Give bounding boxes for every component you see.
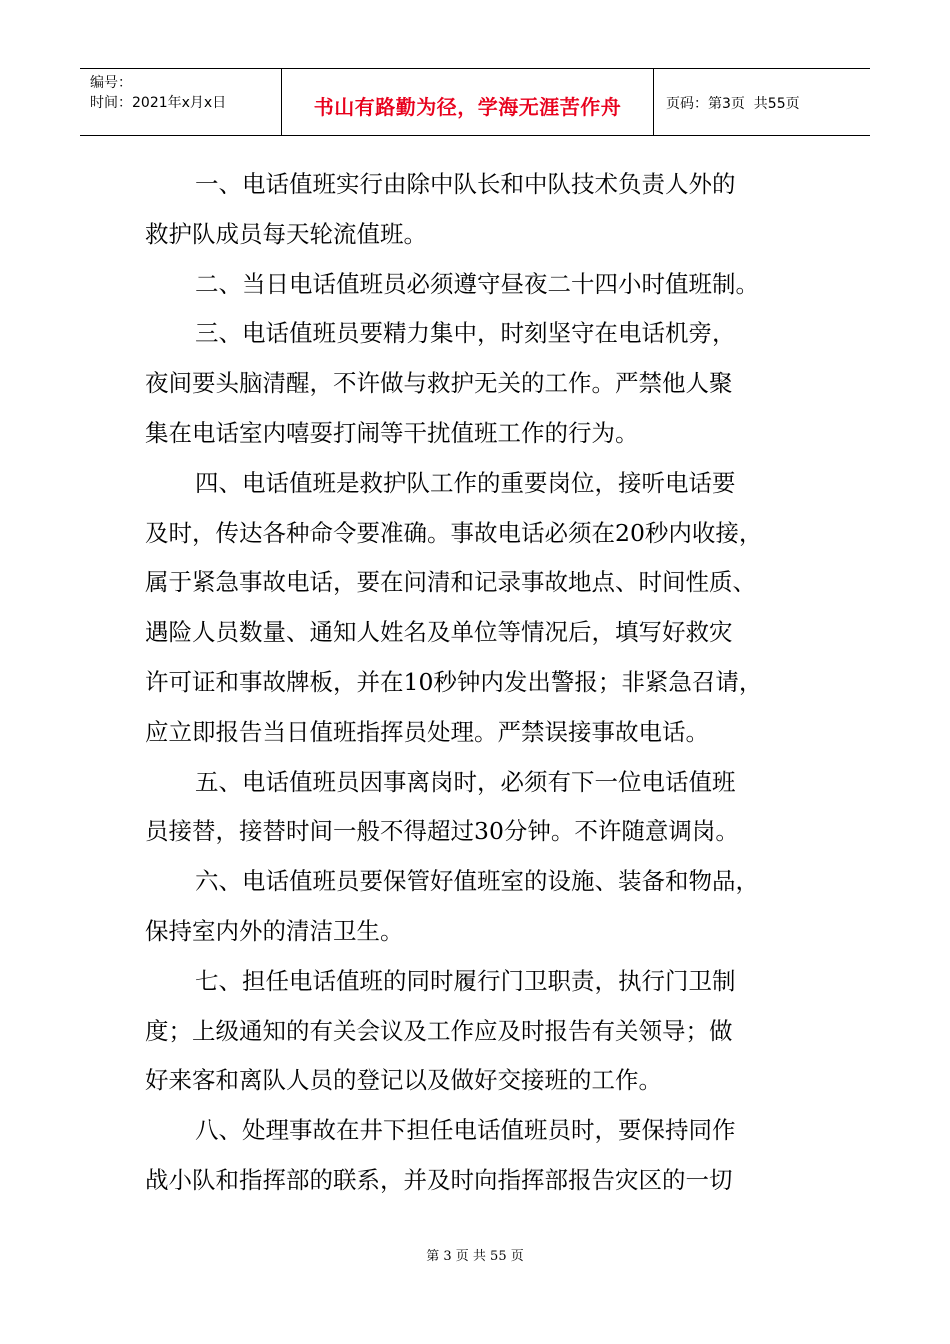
header-page-cell <box>654 69 870 135</box>
number-label: 编号： <box>90 75 132 91</box>
document-body <box>145 160 825 1206</box>
paragraph-line: 战小队和指挥部的联系，并及时向指挥部报告灾区的一切 <box>145 1165 733 1194</box>
paragraph-line: 七、担任电话值班的同时履行门卫职责，执行门卫制 <box>195 966 736 995</box>
paragraph-line: 保持室内外的清洁卫生。 <box>145 916 404 945</box>
document-header <box>80 68 870 136</box>
header-page-info: 页码：第3页 共55页 <box>666 96 800 112</box>
paragraph-line: 员接替，接替时间一般不得超过30分钟。不许随意调岗。 <box>145 817 739 846</box>
paragraph-line: 集在电话室内嘻耍打闹等干扰值班工作的行为。 <box>145 418 639 447</box>
page-footer: 第 3 页 共 55 页 <box>426 1249 524 1264</box>
paragraph-line: 六、电话值班员要保管好值班室的设施、装备和物品， <box>195 867 759 896</box>
header-meta-cell <box>80 69 282 135</box>
paragraph-line: 许可证和事故牌板，并在10秒钟内发出警报；非紧急召请， <box>145 667 763 696</box>
paragraph-line: 八、处理事故在井下担任电话值班员时，要保持同作 <box>195 1116 736 1145</box>
paragraph-line: 度；上级通知的有关会议及工作应及时报告有关领导；做 <box>145 1016 733 1045</box>
paragraph-line: 二、当日电话值班员必须遵守昼夜二十四小时值班制。 <box>195 269 759 298</box>
paragraph-line: 三、电话值班员要精力集中，时刻坚守在电话机旁， <box>195 319 736 348</box>
paragraph-line: 四、电话值班是救护队工作的重要岗位，接听电话要 <box>195 468 736 497</box>
paragraph-line: 属于紧急事故电话，要在问清和记录事故地点、时间性质、 <box>145 568 756 597</box>
paragraph-line: 及时，传达各种命令要准确。事故电话必须在20秒内收接， <box>145 518 763 547</box>
header-motto-cell <box>282 69 654 135</box>
paragraph-line: 遇险人员数量、通知人姓名及单位等情况后，填写好救灾 <box>145 618 733 647</box>
paragraph-line: 好来客和离队人员的登记以及做好交接班的工作。 <box>145 1066 662 1095</box>
paragraph-line: 五、电话值班员因事离岗时，必须有下一位电话值班 <box>195 767 736 796</box>
paragraph-line: 一、电话值班实行由除中队长和中队技术负责人外的 <box>195 170 736 198</box>
motto-text: 书山有路勤为径，学海无涯苦作舟 <box>313 94 622 119</box>
paragraph-line: 夜间要头脑清醒，不许做与救护无关的工作。严禁他人聚 <box>145 369 733 398</box>
paragraph-line: 救护队成员每天轮流值班。 <box>145 219 427 248</box>
date-label: 时间：2021年x月x日 <box>90 95 227 111</box>
paragraph-line: 应立即报告当日值班指挥员处理。严禁误接事故电话。 <box>145 717 709 746</box>
